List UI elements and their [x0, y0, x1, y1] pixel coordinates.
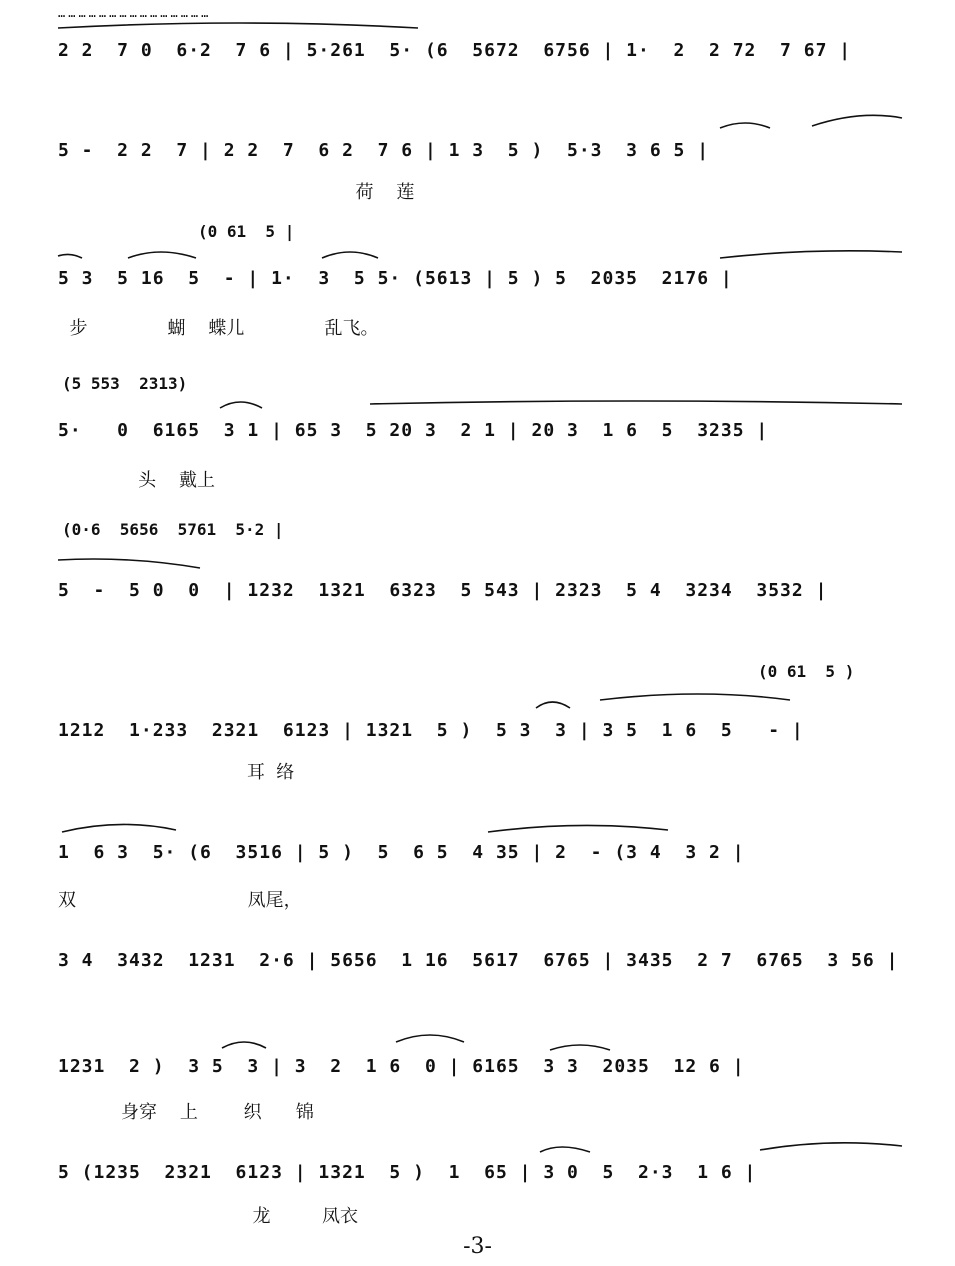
slur-arc	[58, 559, 200, 568]
notation-line: 3 4 3432 1231 2·6 | 5656 1 16 5617 6765 | 3435 2 7 6765 3 56 |	[58, 950, 899, 971]
lyrics-line: 步 蝴 蝶儿 乱飞。	[58, 318, 379, 339]
slur-arc	[62, 824, 176, 832]
lyrics-line: 头 戴上	[58, 470, 215, 491]
prelude-line: (0·6 5656 5761 5·2 |	[62, 520, 284, 539]
notation-line: 5· 0 6165 3 1 | 65 3 5 20 3 2 1 | 20 3 1 6 5 3235 |	[58, 420, 769, 441]
slur-arc	[370, 401, 902, 404]
prelude-line: (5 553 2313)	[62, 374, 188, 393]
notation-line: 1 6 3 5· (6 3516 | 5 ) 5 6 5 4 35 | 2 - (3 4 3 2 |	[58, 842, 745, 863]
slur-arc	[720, 251, 902, 258]
slur-arc	[322, 252, 378, 258]
prelude-line: (0 61 5 )	[758, 662, 855, 681]
notation-line: 5 - 2 2 7 | 2 2 7 6 2 7 6 | 1 3 5 ) 5·3 3 6 5 |	[58, 140, 710, 161]
slur-arc	[760, 1143, 902, 1150]
notation-line: 1212 1·233 2321 6123 | 1321 5 ) 5 3 3 | 3 5 1 6 5 - |	[58, 720, 804, 741]
slur-arc	[720, 123, 770, 128]
notation-line: 1231 2 ) 3 5 3 | 3 2 1 6 0 | 6165 3 3 2035 12 6 |	[58, 1056, 745, 1077]
continuation-dots: ………………………………………	[58, 6, 212, 20]
notation-line: 2 2 7 0 6·2 7 6 | 5·261 5· (6 5672 6756 | 1· 2 2 72 7 67 |	[58, 40, 852, 61]
slur-arc	[220, 402, 262, 408]
notation-line: 5 - 5 0 0 | 1232 1321 6323 5 543 | 2323 5 4 3234 3532 |	[58, 580, 828, 601]
lyrics-line: 龙 凤衣	[58, 1206, 359, 1227]
slur-arc	[550, 1045, 610, 1050]
slur-arc	[600, 694, 790, 700]
slur-arc	[222, 1042, 266, 1048]
slur-arc	[58, 254, 82, 258]
lyrics-line: 耳 络	[58, 762, 295, 783]
prelude-line: (0 61 5 |	[198, 222, 295, 241]
notation-line: 5 (1235 2321 6123 | 1321 5 ) 1 65 | 3 0 5 2·3 1 6 |	[58, 1162, 757, 1183]
slur-arc	[540, 1147, 590, 1152]
notation-line: 5 3 5 16 5 - | 1· 3 5 5· (5613 | 5 ) 5 2035 2176 |	[58, 268, 733, 289]
lyrics-line: 荷 莲	[58, 182, 415, 203]
page-number: -3-	[463, 1234, 492, 1259]
slur-arc	[488, 825, 668, 832]
slur-arc	[536, 702, 570, 708]
slur-arc	[58, 23, 418, 28]
lyrics-line: 双 凤尾，	[58, 890, 302, 911]
slur-arc	[128, 252, 196, 258]
slur-arc	[396, 1035, 464, 1042]
slur-arc	[812, 115, 902, 126]
lyrics-line: 身穿 上 织 锦	[58, 1102, 314, 1123]
